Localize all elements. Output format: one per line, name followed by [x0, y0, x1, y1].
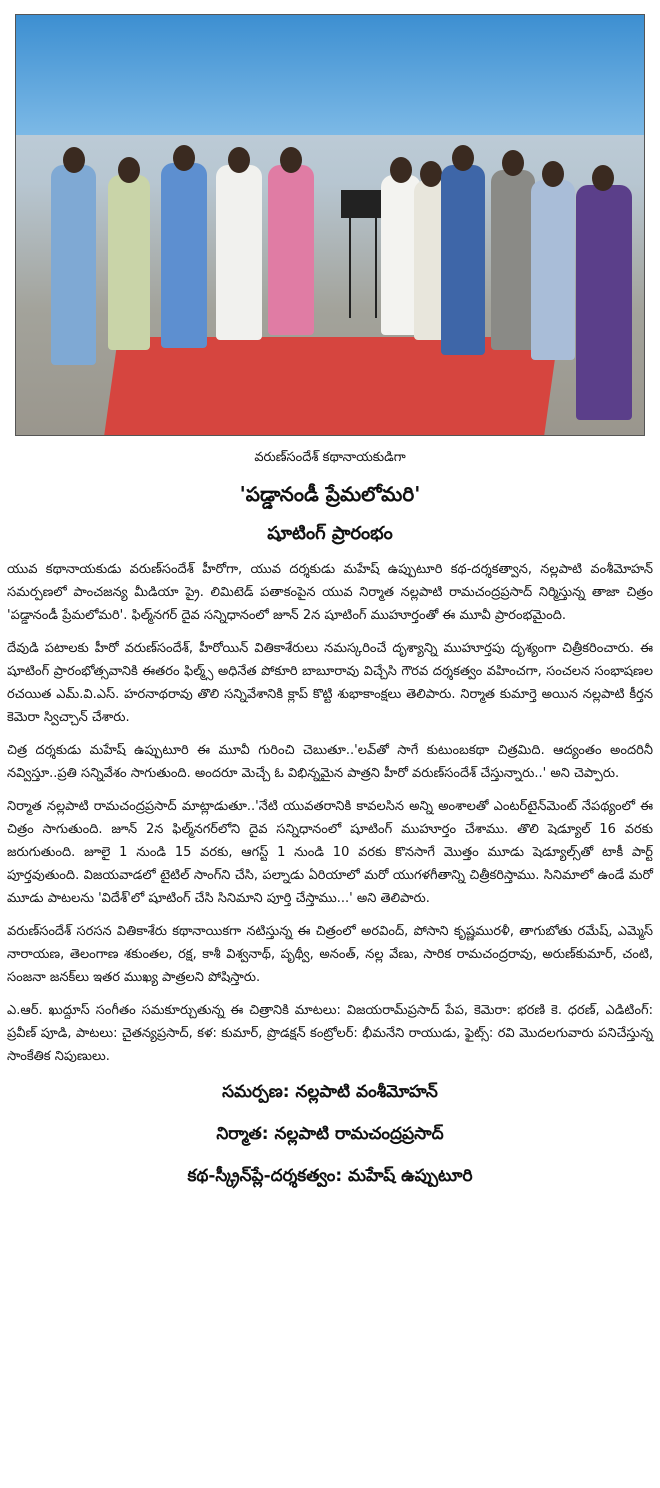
camera-tripod	[349, 218, 377, 318]
intro-line: వరుణ్‌సందేశ్ కథానాయకుడిగా	[254, 450, 406, 465]
canopy-roof	[16, 15, 645, 135]
person-head	[390, 157, 412, 183]
person	[441, 165, 485, 355]
paragraph: నిర్మాత నల్లపాటి రామచంద్రప్రసాద్ మాట్లాడుతూ..'నేటి యువతరానికి కావలసిన అన్ని అంశాలతో ఎంటర్‌టైన్‌మెంట్ నేపథ్యంలో ఈ చిత్రం సాగుతుంది. జూన్ 2న ఫిల్మ్‌నగర్‌లోని దైవ సన్నిధానంలో షూటింగ్ ముహూర్తం చేశాము. తొలి షెడ్యూల్ 16 వరకు జరుగుతుంది. జూలై 1 నుండి 15 వరకు, ఆగస్ట్ 1 నుండి 10 వరకు కొనసాగే మొత్తం మూడు షెడ్యూల్స్‌తో టాకీ పార్ట్ పూర్తవుతుంది. విజయవాడలో టైటిల్ సాంగ్‌ని చేసి, పల్నాడు ఏరియాలో మరో యుగళగీతాన్ని చిత్రీకరిస్తాము. సినిమాలో ఉండే మరో మూడు పాటలను 'విదేశ్‌'లో షూటింగ్ చేసి సినిమాని పూర్తి చేస్తాము...' అని తెలిపారు.	[7, 799, 653, 906]
red-carpet	[104, 337, 558, 436]
article	[7, 446, 653, 1194]
person-head	[592, 165, 614, 191]
subtitle: షూటింగ్ ప్రారంభం	[267, 523, 393, 544]
paragraph: వరుణ్‌సందేశ్ సరసన వితికాశేరు కథానాయికగా నటిస్తున్న ఈ చిత్రంలో అరవింద్, పోసాని కృష్ణమురళీ, తాగుబోతు రమేష్, ఎమ్మెస్ నారాయణ, తెలంగాణ శకుంతల, రక్ష, కాశీ విశ్వనాథ్, పృథ్వీ, అనంత్, నల్ల వేణు, సారిక రామచంద్రరావు, అరుణ్‌కుమార్, చంటి, సంజనా జనక్‌లు ఇతర ముఖ్య పాత్రలని పోషిస్తారు.	[7, 924, 653, 985]
paragraph: చిత్ర దర్శకుడు మహేష్ ఉప్పుటూరి ఈ మూవీ గురించి చెబుతూ..'లవ్‌తో సాగే కుటుంబకథా చిత్రమిది. ఆద్యంతం అందరినీ నవ్విస్తూ..ప్రతి సన్నివేశం సాగుతుంది. అందరూ మెచ్చే ఓ విభిన్నమైన పాత్రని హీరో వరుణ్‌సందేశ్ చేస్తున్నారు..' అని చెప్పారు.	[7, 743, 653, 781]
person-head	[542, 161, 564, 187]
person	[216, 165, 262, 340]
event-photo	[15, 14, 645, 436]
person-head	[420, 161, 442, 187]
person-head	[452, 145, 474, 171]
person	[51, 165, 96, 365]
person-head	[63, 147, 85, 173]
person-head	[502, 150, 524, 176]
person	[531, 180, 575, 360]
paragraph: ఎ.ఆర్. ఖుద్దూస్ సంగీతం సమకూర్చుతున్న ఈ చిత్రానికి మాటలు: విజయరామ్‌ప్రసాద్ పేప, కెమెరా: భరణి కె. ధరణ్, ఎడిటింగ్: ప్రవీణ్ పూడి, పాటలు: చైతన్యప్రసాద్, కళ: కుమార్, ప్రొడక్షన్ కంట్రోలర్: భీమనేని రాయుడు, ఫైట్స్: రవి మొదలగువారు పనిచేస్తున్న సాంకేతిక నిపుణులు.	[7, 1003, 653, 1064]
credit-producer: నిర్మాత: నల్లపాటి రామచంద్రప్రసాద్	[216, 1124, 444, 1144]
person	[268, 165, 314, 335]
credit-director: కథ-స్క్రీన్‌ప్లే-దర్శకత్వం: మహేష్ ఉప్పుటూరి	[187, 1166, 473, 1186]
movie-title: 'పడ్డానండీ ప్రేమలోమరి'	[239, 482, 421, 506]
paragraph: దేవుడి పటాలకు హీరో వరుణ్‌సందేశ్, హీరోయిన్ వితికాశేరులు నమస్కరించే దృశ్యాన్ని ముహూర్తపు దృశ్యంగా చిత్రీకరించారు. ఈ షూటింగ్ ప్రారంభోత్సవానికి ఈతరం ఫిల్మ్స్ అధినేత పోకూరి బాబూరావు విచ్చేసి గౌరవ దర్శకత్వం వహించగా, సంచలన సంభాషణల రచయిత ఎమ్.వి.ఎస్. హరనాథరావు తొలి సన్నివేశానికి క్లాప్ కొట్టి శుభాకాంక్షలు తెలిపారు. నిర్మాత కుమార్తె అయిన నల్లపాటి కీర్తన కెమెరా స్విచ్చాన్ చేశారు.	[7, 641, 653, 725]
person	[161, 163, 207, 348]
person	[108, 175, 150, 350]
person-head	[173, 145, 195, 171]
person	[576, 185, 632, 420]
film-camera	[341, 190, 381, 218]
credit-presenter: సమర్పణ: నల్లపాటి వంశీమోహన్	[222, 1082, 438, 1102]
person-head	[228, 147, 250, 173]
person-head	[118, 157, 140, 183]
person-head	[280, 147, 302, 173]
person	[491, 170, 535, 350]
paragraph: యువ కథానాయకుడు వరుణ్‌సందేశ్ హీరోగా, యువ దర్శకుడు మహేష్ ఉప్పుటూరి కథ-దర్శకత్వాన, నల్లపాటి వంశీమోహన్ సమర్పణలో పాంచజన్య మీడియా ప్రై. లిమిటెడ్ పతాకంపైన యువ నిర్మాత నల్లపాటి రామచంద్రప్రసాద్ నిర్మిస్తున్న తాజా చిత్రం 'పడ్డానండీ ప్రేమలోమరి'. ఫిల్మ్‌నగర్ దైవ సన్నిధానంలో జూన్ 2న షూటింగ్ ముహూర్తంతో ఈ మూవీ ప్రారంభమైంది.	[7, 562, 653, 623]
